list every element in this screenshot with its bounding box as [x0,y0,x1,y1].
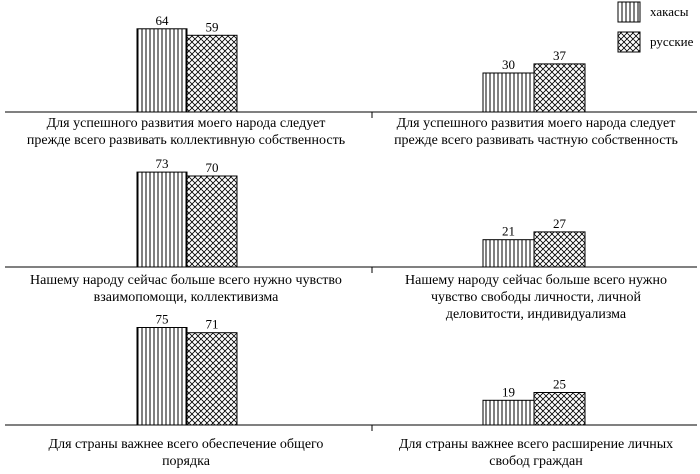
bar-1-khakas [483,73,534,112]
panel-caption-5: Для страны важнее всего расширение личных свобод граждан [398,437,674,469]
panel-caption-0: Для успешного развития моего народа следует прежде всего развивать коллективную собственность [26,116,346,148]
data-label-2-1: 70 [205,160,219,175]
data-label-4-0: 75 [155,311,169,327]
bar-3-khakas [483,240,534,267]
data-label-4-1: 71 [205,316,219,332]
legend-swatch-0 [618,2,640,22]
bar-5-khakas [483,400,534,425]
bars-layer [5,13,697,431]
legend [618,2,694,52]
data-label-3-1: 27 [553,215,566,231]
panel-caption-3: Нашему народу сейчас больше всего нужно чувство свободы личности, личной деловитости, индивидуализма [405,273,667,322]
data-label-0-1: 59 [205,19,219,35]
bar-4-russians [187,333,237,425]
data-label-5-1: 25 [553,376,566,392]
data-label-2-0: 73 [155,156,169,172]
legend-label-0: хакасы [650,4,689,19]
bar-2-khakas [137,172,187,267]
bar-4-khakas [137,328,187,426]
data-label-0-0: 64 [155,12,169,28]
bar-5-russians [534,393,585,426]
data-label-5-0: 19 [502,384,515,400]
data-label-3-0: 21 [502,223,515,239]
bar-0-russians [187,35,237,112]
data-label-1-0: 30 [502,57,515,72]
bar-3-russians [534,232,585,267]
panel-caption-1: Для успешного развития моего народа следует прежде всего развивать частную собственность [394,116,678,148]
data-label-1-1: 37 [553,47,566,63]
bar-1-russians [534,64,585,112]
bar-0-khakas [137,29,187,112]
panel-caption-2: Нашему народу сейчас больше всего нужно чувство взаимопомощи, коллективизма [30,273,342,305]
legend-swatch-1 [618,32,640,52]
bar-2-russians [187,176,237,267]
panel-caption-4: Для страны важнее всего обеспечение общего порядка [48,437,324,469]
legend-label-1: русские [650,34,694,49]
